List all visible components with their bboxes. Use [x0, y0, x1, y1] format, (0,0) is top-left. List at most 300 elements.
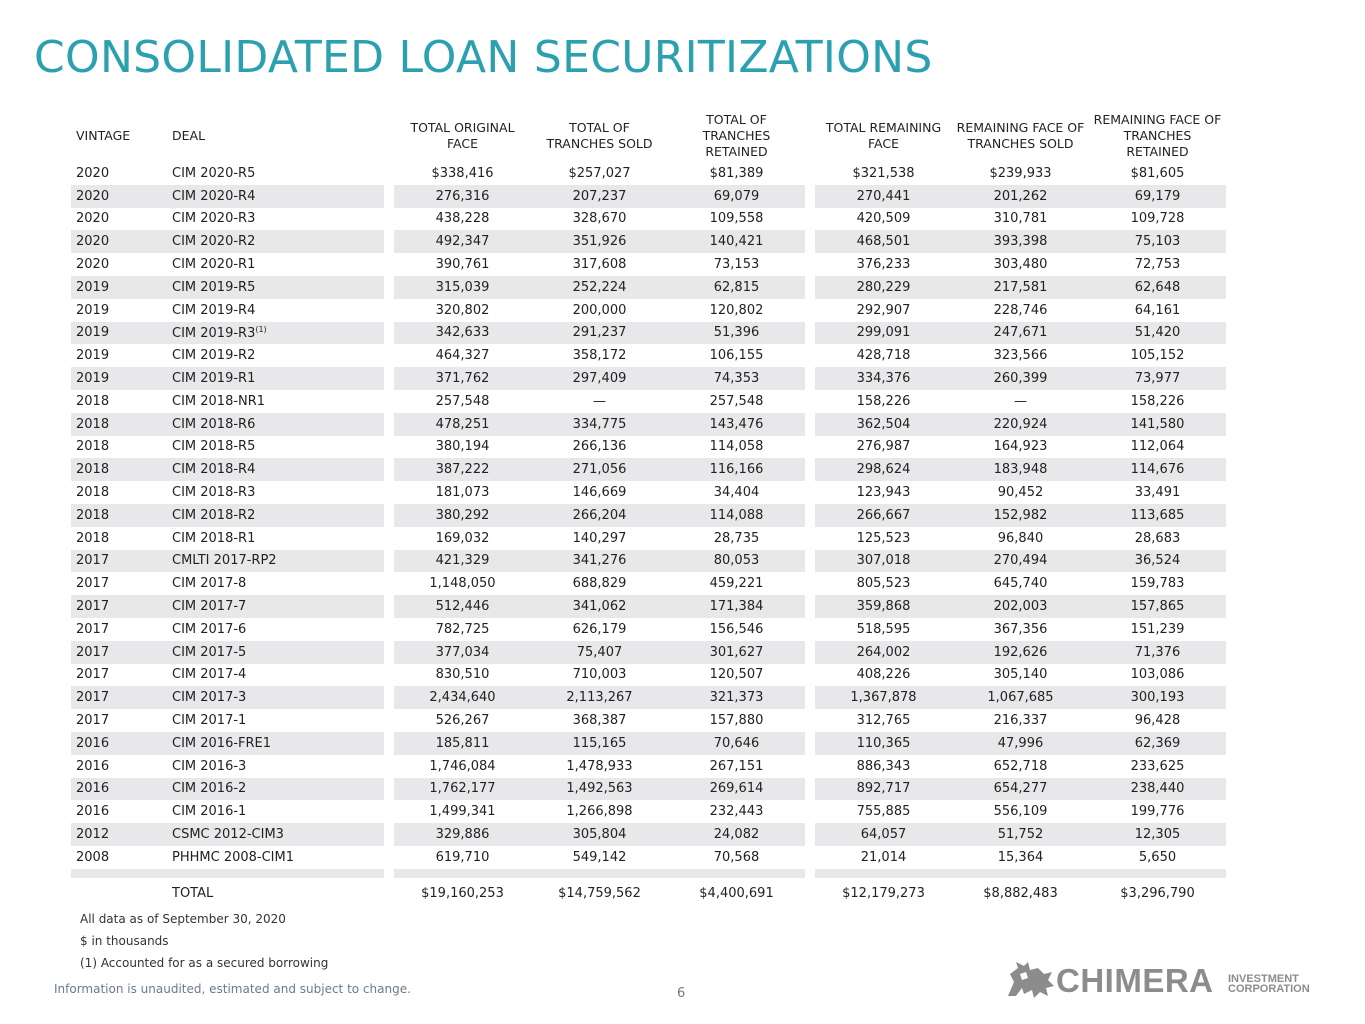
cell-vintage: 2016: [71, 778, 167, 801]
column-gap: [384, 550, 394, 573]
cell-remaining-face: 292,907: [856, 302, 911, 318]
column-gap: [384, 481, 394, 504]
cell-original-face: 492,347: [394, 230, 531, 253]
cell-remaining-face-sold: 90,452: [997, 485, 1044, 501]
cell-remaining-face-sold: 15,364: [997, 849, 1044, 865]
cell-remaining-face-retained: 141,580: [1089, 413, 1226, 436]
cell-remaining-face-sold: 305,140: [993, 667, 1048, 683]
cell-tranches-sold: 1,492,563: [531, 778, 668, 801]
cell-tranches-retained: 143,476: [668, 413, 805, 436]
cell-vintage: 2018: [76, 485, 110, 501]
deal-name: CIM 2020-R4: [172, 188, 256, 204]
column-gap: [384, 641, 394, 664]
column-gap: [384, 572, 394, 595]
cell-vintage: 2019: [71, 322, 167, 345]
column-gap: [805, 527, 815, 550]
cell-remaining-face: 886,343: [856, 758, 911, 774]
cell-tranches-sold: 710,003: [572, 667, 627, 683]
cell-original-face: 619,710: [435, 849, 490, 865]
cell-deal: [167, 664, 384, 687]
cell-remaining-face-retained: 233,625: [1130, 758, 1185, 774]
cell-deal: [167, 504, 384, 527]
column-gap: [384, 230, 394, 253]
column-gap: [384, 709, 394, 732]
column-gap: [384, 458, 394, 481]
cell-original-face: 438,228: [435, 211, 490, 227]
cell-remaining-face: $321,538: [852, 165, 915, 181]
cell-remaining-face-sold: 217,581: [952, 276, 1089, 299]
table-row: [71, 458, 1226, 481]
logo-wordmark: CHIMERA: [1056, 962, 1214, 999]
cell-remaining-face-retained: 71,376: [1089, 641, 1226, 664]
column-gap: [384, 390, 394, 413]
cell-remaining-face: 362,504: [815, 413, 952, 436]
cell-deal: [167, 276, 384, 299]
total-tranches-retained: $4,400,691: [699, 886, 774, 902]
column-gap: [805, 276, 815, 299]
cell-tranches-retained: 62,815: [668, 276, 805, 299]
cell-remaining-face: 334,376: [815, 367, 952, 390]
cell-original-face: 1,148,050: [429, 576, 496, 592]
cell-tranches-sold: 200,000: [572, 302, 627, 318]
cell-remaining-face-sold: 556,109: [993, 804, 1048, 820]
deal-name: CIM 2019-R5: [172, 279, 256, 295]
column-gap: [384, 595, 394, 618]
cell-remaining-face-sold: 654,277: [952, 778, 1089, 801]
cell-vintage: 2019: [76, 302, 110, 318]
cell-tranches-sold: 252,224: [531, 276, 668, 299]
cell-remaining-face-retained: 75,103: [1089, 230, 1226, 253]
cell-remaining-face-sold: 393,398: [952, 230, 1089, 253]
cell-deal: [167, 436, 384, 459]
cell-remaining-face: 307,018: [815, 550, 952, 573]
deal-name: CIM 2016-2: [172, 781, 247, 797]
cell-tranches-sold: 297,409: [531, 367, 668, 390]
column-gap: [384, 618, 394, 641]
cell-original-face: 185,811: [394, 732, 531, 755]
total-remaining-face: $12,179,273: [842, 886, 925, 902]
cell-vintage: 2017: [71, 686, 167, 709]
cell-deal: [167, 299, 384, 322]
cell-remaining-face-sold: 247,671: [952, 322, 1089, 345]
cell-remaining-face-retained: 33,491: [1134, 485, 1181, 501]
column-gap: [805, 299, 815, 322]
cell-deal: [167, 253, 384, 276]
cell-vintage: 2016: [76, 758, 110, 774]
cell-remaining-face-retained: 5,650: [1138, 849, 1177, 865]
cell-tranches-retained: 80,053: [668, 550, 805, 573]
table-row: [71, 618, 1226, 641]
cell-original-face: 181,073: [435, 485, 490, 501]
cell-original-face: 342,633: [394, 322, 531, 345]
column-gap: [805, 185, 815, 208]
deal-name: CIM 2016-FRE1: [172, 735, 272, 751]
cell-tranches-sold: 291,237: [531, 322, 668, 345]
cell-original-face: 1,746,084: [429, 758, 496, 774]
column-gap: [384, 686, 394, 709]
table-row: [71, 344, 1226, 367]
column-gap: [805, 458, 815, 481]
cell-remaining-face-retained: 114,676: [1089, 458, 1226, 481]
cell-tranches-sold: 115,165: [531, 732, 668, 755]
page-title: CONSOLIDATED LOAN SECURITIZATIONS: [34, 32, 933, 83]
column-gap: [384, 299, 394, 322]
footnote-1: (1) Accounted for as a secured borrowing: [80, 956, 329, 970]
column-gap: [384, 436, 394, 459]
cell-tranches-retained: 114,088: [668, 504, 805, 527]
cell-tranches-sold: 358,172: [572, 348, 627, 364]
table-row: [71, 595, 1226, 618]
cell-deal: [167, 458, 384, 481]
cell-remaining-face-sold: 192,626: [952, 641, 1089, 664]
cell-deal: [167, 755, 384, 778]
cell-remaining-face-retained: 69,179: [1089, 185, 1226, 208]
cell-vintage: 2018: [76, 439, 110, 455]
table-row: [71, 390, 1226, 413]
cell-tranches-sold: 328,670: [572, 211, 627, 227]
cell-tranches-sold: 271,056: [531, 458, 668, 481]
deal-name: CIM 2017-8: [172, 576, 247, 592]
header-total-tranches-sold: TOTAL OF TRANCHES SOLD: [546, 120, 653, 151]
column-gap: [805, 504, 815, 527]
cell-tranches-sold: 305,804: [531, 823, 668, 846]
chimera-beast-icon: [1004, 960, 1056, 1000]
cell-remaining-face: 264,002: [815, 641, 952, 664]
cell-tranches-sold: 266,204: [531, 504, 668, 527]
cell-original-face: $338,416: [431, 165, 494, 181]
column-gap: [805, 595, 815, 618]
cell-deal: [167, 230, 384, 253]
cell-remaining-face-sold: 47,996: [952, 732, 1089, 755]
deal-name: PHHMC 2008-CIM1: [172, 849, 294, 865]
cell-remaining-face: 21,014: [860, 849, 907, 865]
column-gap: [384, 778, 394, 801]
cell-tranches-retained: 459,221: [709, 576, 764, 592]
column-gap: [384, 344, 394, 367]
cell-vintage: 2018: [76, 393, 110, 409]
cell-tranches-retained: 120,802: [709, 302, 764, 318]
column-gap: [384, 208, 394, 231]
cell-remaining-face: 359,868: [815, 595, 952, 618]
header-remaining-face-sold: REMAINING FACE OF TRANCHES SOLD: [956, 120, 1085, 151]
cell-remaining-face-sold: —: [1014, 393, 1027, 409]
cell-tranches-sold: 1,478,933: [566, 758, 633, 774]
logo-tagline: INVESTMENT CORPORATION: [1228, 973, 1310, 995]
cell-remaining-face-sold: 201,262: [952, 185, 1089, 208]
cell-vintage: 2018: [76, 530, 110, 546]
cell-original-face: 390,761: [435, 257, 490, 273]
column-gap: [805, 641, 815, 664]
cell-remaining-face-retained: 62,369: [1089, 732, 1226, 755]
deal-name: CIM 2017-1: [172, 713, 247, 729]
cell-deal: [167, 709, 384, 732]
cell-original-face: 169,032: [435, 530, 490, 546]
table-row: [71, 527, 1226, 550]
column-gap: [805, 230, 815, 253]
cell-tranches-sold: 207,237: [531, 185, 668, 208]
table-row: [71, 253, 1226, 276]
header-deal: DEAL: [172, 128, 206, 143]
table-row: [71, 823, 1226, 846]
cell-original-face: 315,039: [394, 276, 531, 299]
cell-vintage: 2019: [71, 367, 167, 390]
cell-remaining-face-sold: 96,840: [997, 530, 1044, 546]
cell-remaining-face-retained: 157,865: [1089, 595, 1226, 618]
cell-original-face: 782,725: [435, 621, 490, 637]
cell-deal: [167, 732, 384, 755]
cell-tranches-sold: 549,142: [572, 849, 627, 865]
cell-tranches-sold: 341,062: [531, 595, 668, 618]
column-gap: [805, 367, 815, 390]
deal-name: CIM 2018-R4: [172, 462, 256, 478]
table-row: [71, 641, 1226, 664]
cell-vintage: 2018: [71, 413, 167, 436]
cell-deal: [167, 344, 384, 367]
cell-deal: [167, 686, 384, 709]
securitizations-table: [71, 110, 1226, 910]
cell-remaining-face: 299,091: [815, 322, 952, 345]
cell-remaining-face-retained: 300,193: [1089, 686, 1226, 709]
column-gap: [384, 504, 394, 527]
cell-remaining-face: 408,226: [856, 667, 911, 683]
deal-name: CIM 2016-3: [172, 758, 247, 774]
cell-tranches-sold: 688,829: [572, 576, 627, 592]
cell-deal: [167, 846, 384, 869]
cell-vintage: [71, 878, 167, 910]
cell-vintage: 2016: [71, 732, 167, 755]
table-row: [71, 709, 1226, 732]
column-gap: [805, 481, 815, 504]
cell-remaining-face-retained: 96,428: [1134, 713, 1181, 729]
cell-remaining-face: 298,624: [815, 458, 952, 481]
cell-original-face: 257,548: [435, 393, 490, 409]
cell-remaining-face-sold: 1,067,685: [952, 686, 1089, 709]
cell-tranches-retained: 74,353: [668, 367, 805, 390]
header-total-tranches-retained: TOTAL OF TRANCHES RETAINED: [702, 112, 771, 159]
company-logo: [1004, 960, 1340, 1002]
cell-original-face: 2,434,640: [394, 686, 531, 709]
cell-tranches-retained: 24,082: [668, 823, 805, 846]
cell-tranches-sold: 334,775: [531, 413, 668, 436]
table-row: [71, 208, 1226, 231]
deal-name: CIM 2017-6: [172, 621, 247, 637]
column-gap: [805, 878, 815, 910]
table-row: [71, 230, 1226, 253]
cell-deal: [167, 413, 384, 436]
table-row: [71, 800, 1226, 823]
table-row: [71, 276, 1226, 299]
column-gap: [384, 732, 394, 755]
header-total-original-face: TOTAL ORIGINAL FACE: [410, 120, 515, 151]
cell-original-face: 377,034: [394, 641, 531, 664]
cell-deal: [167, 595, 384, 618]
column-gap: [805, 618, 815, 641]
cell-tranches-sold: 368,387: [572, 713, 627, 729]
column-gap: [384, 823, 394, 846]
cell-original-face: 320,802: [435, 302, 490, 318]
cell-remaining-face: 376,233: [856, 257, 911, 273]
deal-name: CIM 2018-R6: [172, 416, 256, 432]
total-label: TOTAL: [172, 886, 214, 902]
cell-remaining-face: 468,501: [815, 230, 952, 253]
deal-name: CIM 2017-7: [172, 599, 247, 615]
cell-tranches-retained: 232,443: [709, 804, 764, 820]
table-row: [71, 664, 1226, 687]
cell-vintage: 2018: [71, 458, 167, 481]
deal-name: CIM 2016-1: [172, 804, 247, 820]
column-gap: [805, 778, 815, 801]
cell-deal: [167, 800, 384, 823]
column-gap: [805, 800, 815, 823]
cell-remaining-face-sold: 152,982: [952, 504, 1089, 527]
table-row: [71, 778, 1226, 801]
cell-remaining-face: 805,523: [856, 576, 911, 592]
table-row: [71, 185, 1226, 208]
cell-remaining-face-retained: 12,305: [1089, 823, 1226, 846]
cell-tranches-sold: 626,179: [572, 621, 627, 637]
cell-tranches-retained: 257,548: [709, 393, 764, 409]
cell-deal: [167, 390, 384, 413]
cell-vintage: 2017: [76, 621, 110, 637]
cell-remaining-face-sold: 310,781: [993, 211, 1048, 227]
column-gap: [805, 732, 815, 755]
cell-deal: [167, 823, 384, 846]
deal-name: CIM 2019-R2: [172, 348, 256, 364]
cell-tranches-retained: 34,404: [713, 485, 760, 501]
cell-tranches-sold: 317,608: [572, 257, 627, 273]
table-row: [71, 732, 1226, 755]
column-gap: [384, 527, 394, 550]
cell-tranches-sold: 351,926: [531, 230, 668, 253]
cell-tranches-retained: 70,646: [668, 732, 805, 755]
table-row: [71, 846, 1226, 869]
column-gap: [384, 367, 394, 390]
cell-tranches-retained: 171,384: [668, 595, 805, 618]
cell-remaining-face: 276,987: [856, 439, 911, 455]
column-gap: [805, 572, 815, 595]
column-gap: [805, 709, 815, 732]
cell-vintage: 2017: [71, 550, 167, 573]
cell-tranches-retained: 28,735: [713, 530, 760, 546]
cell-vintage: 2017: [71, 595, 167, 618]
deal-name: CIM 2017-5: [172, 644, 247, 660]
column-gap: [805, 436, 815, 459]
cell-remaining-face-sold: 367,356: [993, 621, 1048, 637]
cell-deal: [167, 481, 384, 504]
cell-remaining-face: 158,226: [856, 393, 911, 409]
cell-tranches-retained: 156,546: [709, 621, 764, 637]
cell-tranches-retained: 321,373: [668, 686, 805, 709]
cell-remaining-face-sold: 228,746: [993, 302, 1048, 318]
cell-remaining-face: 892,717: [815, 778, 952, 801]
cell-tranches-retained: 267,151: [709, 758, 764, 774]
cell-tranches-sold: —: [593, 393, 606, 409]
cell-tranches-retained: 120,507: [709, 667, 764, 683]
cell-tranches-retained: 106,155: [709, 348, 764, 364]
spacer-row: [71, 869, 1226, 878]
cell-remaining-face-sold: 323,566: [993, 348, 1048, 364]
cell-vintage: 2017: [76, 576, 110, 592]
cell-vintage: 2018: [71, 504, 167, 527]
total-row: [71, 878, 1226, 910]
cell-deal: [167, 527, 384, 550]
footnote-units: $ in thousands: [80, 934, 169, 948]
deal-name: CIM 2018-R3: [172, 485, 256, 501]
cell-remaining-face-retained: 64,161: [1134, 302, 1181, 318]
cell-remaining-face: 280,229: [815, 276, 952, 299]
deal-name: CIM 2020-R1: [172, 257, 256, 273]
cell-remaining-face-retained: 151,239: [1130, 621, 1185, 637]
deal-name: CMLTI 2017-RP2: [172, 553, 277, 569]
column-gap: [384, 800, 394, 823]
cell-remaining-face-sold: 645,740: [993, 576, 1048, 592]
cell-vintage: 2017: [76, 713, 110, 729]
cell-remaining-face-sold: 260,399: [952, 367, 1089, 390]
cell-original-face: 380,292: [394, 504, 531, 527]
page-number: 6: [677, 986, 686, 1001]
cell-remaining-face: 270,441: [815, 185, 952, 208]
cell-deal: [167, 550, 384, 573]
cell-tranches-sold: 266,136: [572, 439, 627, 455]
column-gap: [805, 755, 815, 778]
cell-remaining-face-sold: $239,933: [989, 165, 1052, 181]
cell-remaining-face: 123,943: [856, 485, 911, 501]
cell-tranches-retained: 140,421: [668, 230, 805, 253]
deal-name: CIM 2017-4: [172, 667, 247, 683]
cell-original-face: 371,762: [394, 367, 531, 390]
cell-tranches-sold: 341,276: [531, 550, 668, 573]
cell-tranches-sold: 1,266,898: [566, 804, 633, 820]
cell-tranches-sold: 146,669: [572, 485, 627, 501]
cell-vintage: 2020: [71, 230, 167, 253]
header-vintage: VINTAGE: [76, 128, 131, 143]
cell-vintage: 2019: [71, 276, 167, 299]
table-row: [71, 322, 1226, 345]
table-row: [71, 367, 1226, 390]
cell-tranches-retained: $81,389: [709, 165, 764, 181]
cell-remaining-face-sold: 652,718: [993, 758, 1048, 774]
deal-name: CIM 2017-3: [172, 690, 247, 706]
cell-vintage: 2016: [76, 804, 110, 820]
cell-original-face: 526,267: [435, 713, 490, 729]
cell-remaining-face: 125,523: [856, 530, 911, 546]
cell-remaining-face-retained: 159,783: [1130, 576, 1185, 592]
cell-deal: [167, 367, 384, 390]
deal-name: CSMC 2012-CIM3: [172, 827, 284, 842]
footnote-marker: (1): [255, 324, 267, 334]
column-gap: [805, 390, 815, 413]
column-gap: [384, 185, 394, 208]
cell-remaining-face: 312,765: [856, 713, 911, 729]
cell-tranches-retained: 114,058: [709, 439, 764, 455]
cell-tranches-sold: 2,113,267: [531, 686, 668, 709]
cell-remaining-face-retained: 51,420: [1089, 322, 1226, 345]
cell-vintage: 2019: [76, 348, 110, 364]
column-gap: [805, 823, 815, 846]
cell-tranches-retained: 109,558: [709, 211, 764, 227]
column-gap: [805, 253, 815, 276]
cell-remaining-face-sold: 220,924: [952, 413, 1089, 436]
cell-remaining-face-sold: 164,923: [993, 439, 1048, 455]
column-gap: [805, 550, 815, 573]
deal-name: CIM 2018-NR1: [172, 393, 266, 409]
cell-original-face: 1,762,177: [394, 778, 531, 801]
cell-original-face: 478,251: [394, 413, 531, 436]
cell-remaining-face: 110,365: [815, 732, 952, 755]
column-gap: [384, 162, 394, 185]
cell-remaining-face-sold: 216,337: [993, 713, 1048, 729]
column-gap: [805, 344, 815, 367]
